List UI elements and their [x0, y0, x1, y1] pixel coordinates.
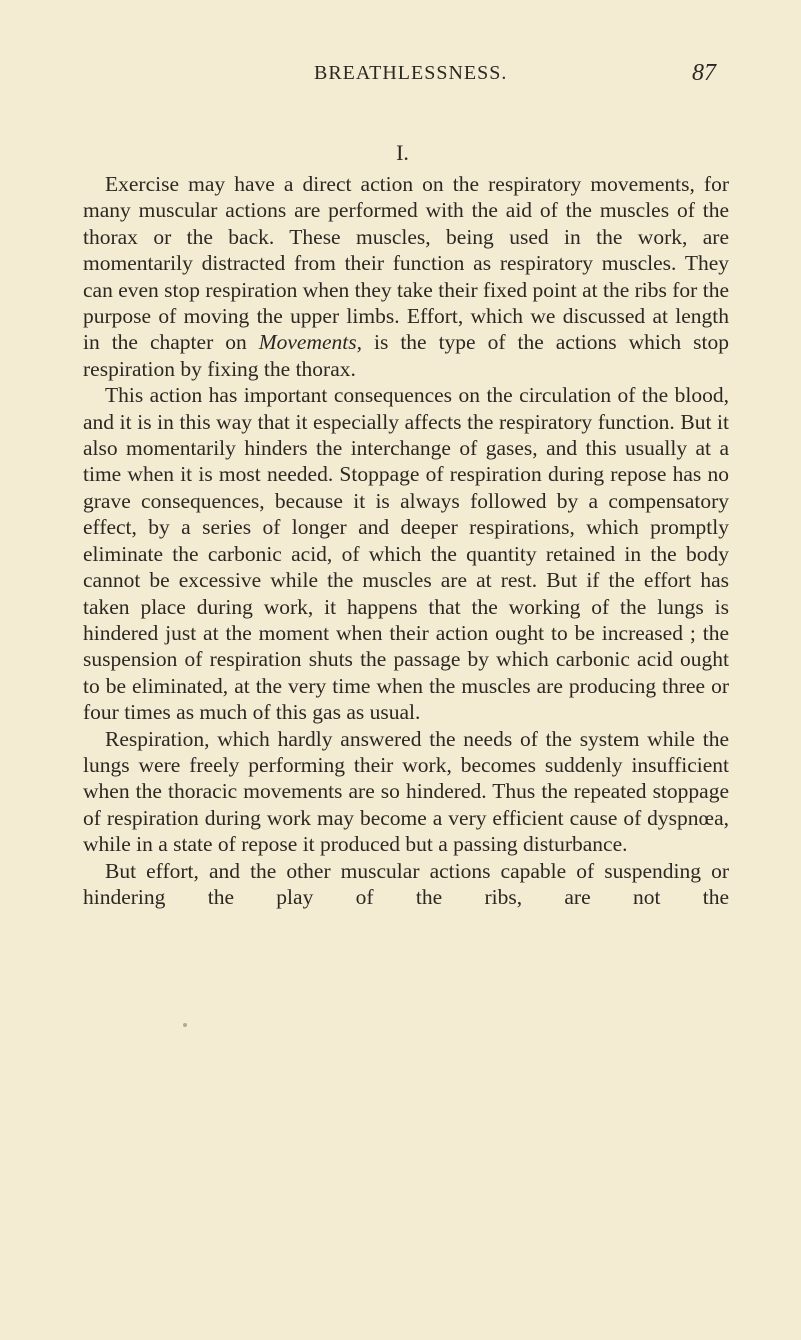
paragraph-2: [83, 382, 729, 725]
paragraph-3: [83, 726, 729, 858]
running-header: [0, 62, 801, 92]
running-title: BREATHLESSNESS.: [314, 62, 508, 84]
paragraph-4-text: But effort, and the other muscular actions capable of suspending or hindering the play of the ribs, are not the: [83, 858, 729, 909]
page-number: 87: [692, 60, 716, 86]
paragraph-4: [83, 858, 729, 911]
section-number: I.: [396, 140, 409, 165]
chapter-reference-movements: Movements,: [258, 330, 362, 355]
paragraph-1-text-1: Exercise may have a direct action on the respiratory movements, for many muscular actions are performed with the aid of the muscles of the thorax or the back. These muscles, being used in the work, are momentarily distracted from their function as respiratory muscles. They can even stop respiration when they take their fixed point at the ribs for the purpose of moving the upper limbs. Effort, which we discussed at length in the chapter on: [83, 172, 729, 355]
paragraph-1-text-2: is the type of the actions which stop respiration by fixing the thorax.: [83, 330, 729, 381]
paragraph-2-text: This action has important consequences on the circulation of the blood, and it is in this way that it especially affects the respiratory function. But it also momentarily hinders the interchange of gases, and this usually at a time when it is most needed. Stoppage of respiration during repose has no grave consequences, because it is always followed by a compensatory effect, by a series of longer and deeper respirations, which promptly eliminate the carbonic acid, of which the quantity retained in the body cannot be excessive while the muscles are at rest. But if the effort has taken place during work, it happens that the working of the lungs is hindered just at the moment when their action ought to be increased ; the suspension of respiration shuts the passage by which carbonic acid ought to be eliminated, at the very time when the muscles are producing three or four times as much of this gas as usual.: [83, 383, 729, 725]
paragraph-1: [83, 171, 729, 382]
paper-speck: [183, 1023, 187, 1027]
paragraph-3-text: Respiration, which hardly answered the needs of the system while the lungs were freely performing their work, becomes suddenly insufficient when the thoracic movements are so hindered. Thus the repeated stoppage of respiration during work may become a very efficient cause of dyspnœa, while in a state of repose it produced but a passing disturbance.: [83, 726, 729, 857]
body-text: [83, 171, 729, 910]
